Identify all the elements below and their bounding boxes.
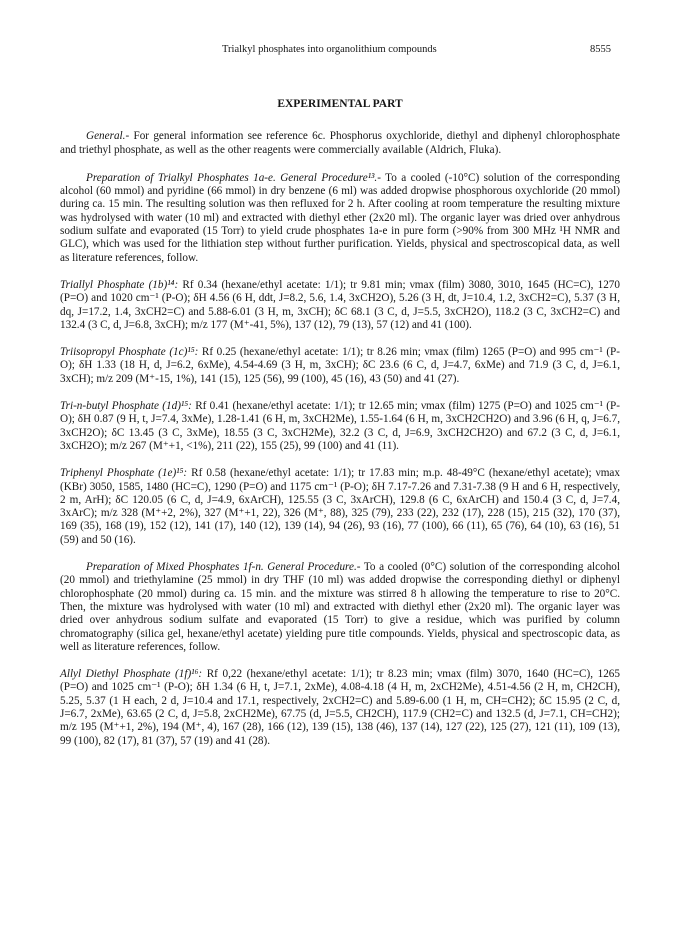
page-number: 8555 [590,44,611,55]
section-title: EXPERIMENTAL PART [277,98,403,110]
compound-data: Rf 0.25 (hexane/ethyl acetate: 1/1); tr 8.26 min; νmax (film) 1265 (P=O) and 995 cm⁻¹ (P-O); δH 1.33 (18 H, d, J=6.2, 6xMe), 4.54-4.69 (3 H, m, 3xCH); δC 23.6 (6 C, d, J=4.7, 6xMe) and 71.9 (3 C, d, J=6.1, 3xCH); m/z 209 (M⁺-15, 1%), 141 (15), 125 (56), 99 (100), 45 (16), 43 (50) and 41 (27). [60,346,620,385]
paragraph-preparation-trialkyl [60,172,620,265]
compound-data: Rf 0.58 (hexane/ethyl acetate: 1/1); tr 17.83 min; m.p. 48-49°C (hexane/ethyl acetate); νmax (KBr) 3050, 1585, 1480 (HC=C), 1290 (P=O) and 1175 cm⁻¹ (P-O); δH 7.17-7.26 and 7.31-7.38 (9 H and 6 H, respectively, 2 m, ArH); δC 120.05 (6 C, d, J=4.9, 6xArCH), 125.55 (3 C, 3xArCH), 129.8 (6 C, 6xArCH) and 150.4 (3 C, d, J=7.4, 3xArC); m/z 328 (M⁺+2, 2%), 327 (M⁺+1, 22), 326 (M⁺, 88), 325 (79), 233 (22), 232 (17), 228 (15), 215 (32), 170 (37), 169 (35), 168 (19), 152 (12), 141 (17), 140 (12), 139 (14), 94 (26), 93 (16), 77 (100), 66 (11), 65 (76), 64 (10), 63 (16), 51 (59) and 50 (16). [60,467,620,546]
paragraph-lead: General. [86,130,126,143]
paragraph-text: - To a cooled (0°C) solution of the corresponding alcohol (20 mmol) and triethylamine (25 mmol) in dry THF (10 ml) was added dropwise the corresponding diethyl or diphenyl chlorophosphate (20 mmol) during ca. 15 min. and the mixture was stirred 8 h allowing the temperature to rise to 20°C. Then, the mixture was hydrolysed with water (10 ml) and extracted with diethyl ether (2x20 ml). The organic layer was dried over anhydrous sodium sulfate and evaporated (15 Torr) to give a residue, which was purified by column chromatography (silica gel, hexane/ethyl acetate) yielding pure title compounds. Yields, physical and spectroscopic data, as well as literature references, follow. [60,561,620,653]
paragraph-preparation-mixed [60,561,620,654]
paragraph-general [60,130,620,157]
compound-name: Triisopropyl Phosphate (1c)¹⁵: [60,346,199,359]
compound-name: Triphenyl Phosphate (1e)¹⁵: [60,467,188,480]
compound-data: Rf 0.41 (hexane/ethyl acetate: 1/1); tr 12.65 min; νmax (film) 1275 (P=O) and 1025 cm⁻¹ (P-O); δH 0.87 (9 H, t, J=7.4, 3xMe), 1.28-1.41 (6 H, m, 3xCH2Me), 1.55-1.64 (6 H, m, 3xCH2CH2O) and 3.96 (6 H, q, J=6.7, 3xCH2O); δC 13.45 (3 C, 3xMe), 18.55 (3 C, 3xCH2Me), 32.2 (3 C, d, J=6.9, 3xCH2CH2O) and 67.2 (3 C, d, J=6.1, 3xCH2O); m/z 267 (M⁺+1, <1%), 211 (22), 155 (25), 99 (100) and 41 (11). [60,400,620,452]
compound-name: Triallyl Phosphate (1b)¹⁴: [60,278,179,291]
paragraph-lead: Preparation of Mixed Phosphates 1f-n. General Procedure. [86,561,357,574]
compound-entry-1d [60,400,620,453]
compound-entry-1b [60,279,620,332]
paragraph-text: - To a cooled (-10°C) solution of the corresponding alcohol (60 mmol) and pyridine (66 mmol) in dry benzene (6 ml) was added dropwise phosphorous oxychloride (20 mmol) during ca. 15 min. The resulting solution was then refluxed for 2 h. After cooling at room temperature the resulting mixture was hydrolysed with water (10 ml) and extracted with diethyl ether (2x20 ml). The organic layer was dried over anhydrous sodium sulfate and evaporated (15 Torr) to yield crude phosphates 1a-e in pure form (>90% from 300 MHz ¹H NMR and GLC), which was used for the lithiation step without further purification. Yields, physical and spectroscopical data, as well as literature references, follow. [60,171,620,264]
paragraph-lead: Preparation of Trialkyl Phosphates 1a-e. General Procedure¹³. [86,171,378,184]
running-title: Trialkyl phosphates into organolithium compounds [222,44,437,55]
compound-name: Tri-n-butyl Phosphate (1d)¹⁵: [60,400,192,413]
compound-entry-1e [60,467,620,547]
compound-entry-1f [60,668,620,748]
compound-name: Allyl Diethyl Phosphate (1f)¹⁶: [60,668,203,681]
compound-data: Rf 0,22 (hexane/ethyl acetate: 1/1); tr 8.23 min; νmax (film) 3070, 1640 (HC=C), 1265 (P=O) and 1025 cm⁻¹ (P-O); δH 1.34 (6 H, t, J=7.1, 2xMe), 4.08-4.18 (4 H, m, 2xCH2Me), 4.51-4.56 (2 H, m, CH2CH), 5.25, 5.37 (1 H each, 2 d, J=10.4 and 17.1, respectively, 2xCH2=C) and 5.89-6.00 (1 H, m, CH=CH2); δC 15.95 (2 C, d, J=6.7, 2xMe), 63.65 (2 C, d, J=5.8, 2xCH2Me), 67.75 (d, J=5.5, CH2CH), 117.9 (CH2=C) and 132.5 (d, J=7.1, CH=CH2); m/z 195 (M⁺+1, 2%), 194 (M⁺, 4), 167 (28), 166 (12), 139 (15), 138 (46), 137 (14), 127 (22), 125 (27), 121 (11), 109 (13), 99 (100), 82 (17), 81 (37), 57 (19) and 41 (28). [60,668,620,747]
page-body [60,98,620,762]
compound-entry-1c [60,346,620,386]
running-head [0,44,680,60]
paragraph-text: - For general information see reference 6c. Phosphorus oxychloride, diethyl and diphenyl chlorophosphate and triethyl phosphate, as well as the other reagents were commercially available (Aldrich, Fluka). [60,130,620,156]
compound-data: Rf 0.34 (hexane/ethyl acetate: 1/1); tr 9.81 min; νmax (film) 3080, 3010, 1645 (HC=C), 1270 (P=O) and 1020 cm⁻¹ (P-O); δH 4.56 (6 H, ddt, J=8.2, 5.6, 1.4, 3xCH2O), 5.26 (3 H, dt, J=10.4, 1.2, 3xCH2=C), 5.37 (3 H, dq, J=17.2, 1.4, 3xCH2=C) and 5.88-6.01 (3 H, m, 3xCH); δC 68.1 (3 C, d, J=5.5, 3xCH2O), 118.2 (3 C, 3xCH2=C) and 132.4 (3 C, d, J=6.8, 3xCH); m/z 177 (M⁺-41, 5%), 137 (12), 79 (13), 57 (12) and 41 (100). [60,278,620,331]
